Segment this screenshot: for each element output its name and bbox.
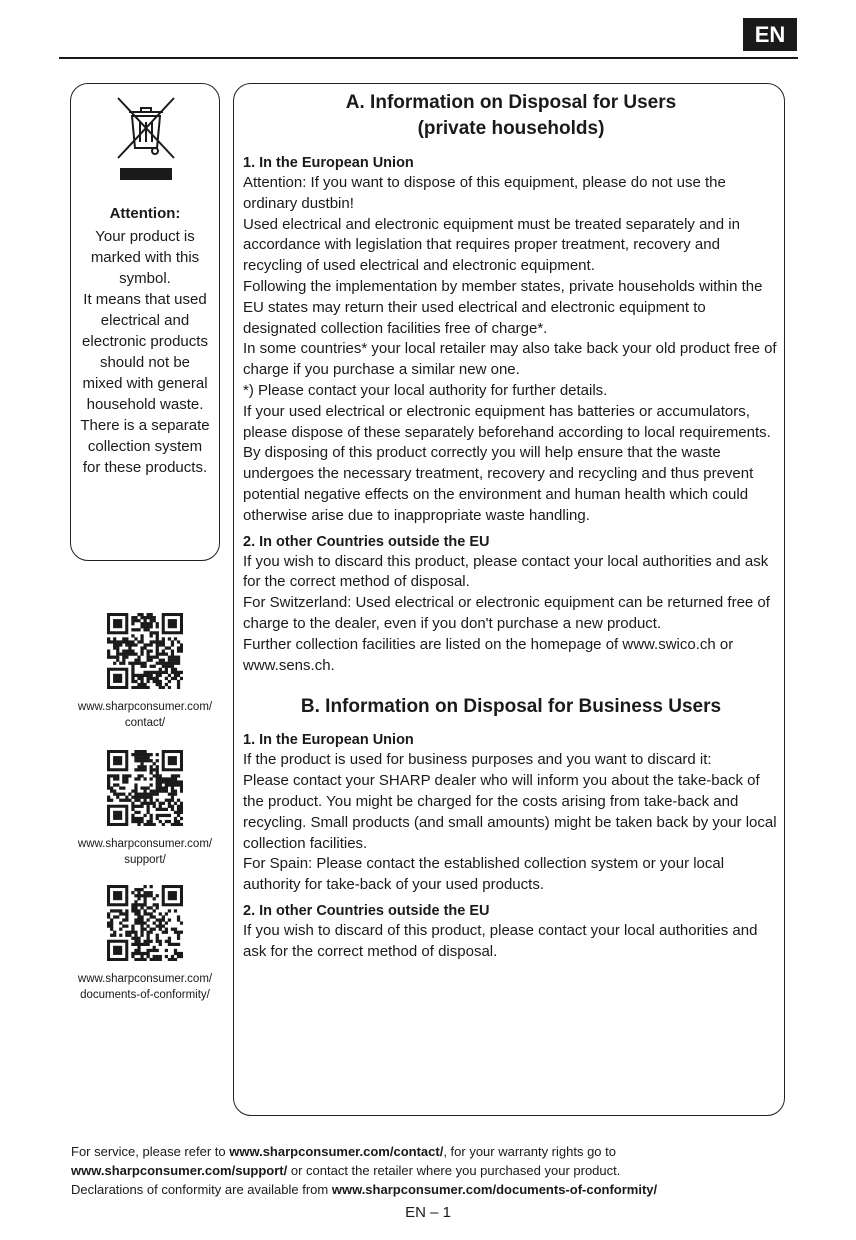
qr-code-icon <box>107 885 183 961</box>
paragraph: If you wish to discard this product, please contact your local authorities and ask for the correct method of disposal. <box>243 552 769 591</box>
weee-attention-box <box>70 83 220 561</box>
section-b-noneu-heading: 2. In other Countries outside the EU <box>243 902 490 919</box>
footer-support-link[interactable]: www.sharpconsumer.com/support/ <box>71 1163 288 1178</box>
qr-support-block <box>70 750 220 868</box>
qr-contact-url-line2[interactable]: contact/ <box>124 717 166 729</box>
section-a-title-line1: A. Information on Disposal for Users <box>345 92 677 113</box>
qr-contact-block <box>70 613 220 731</box>
paragraph: Please contact your SHARP dealer who will inform you about the take-back of the product. You might be charged for the costs arising from take-back and recycling. Small products (and small amounts) might be taken back by your local collection facilities. <box>243 772 777 852</box>
section-a-title-line2: (private households) <box>417 118 605 139</box>
attention-text <box>79 226 211 478</box>
footer-text: or contact the retailer where you purchased your product. <box>287 1163 621 1178</box>
attention-title: Attention: <box>109 205 181 222</box>
paragraph: Used electrical and electronic equipment must be treated separately and in accordance with legislation that requires proper treatment, recovery and recycling of used electrical and electronic equipment. <box>243 215 740 275</box>
qr-conformity-url-line2[interactable]: documents-of-conformity/ <box>80 989 210 1001</box>
crossed-out-bin-icon <box>115 96 177 160</box>
section-b-noneu-text <box>243 921 779 963</box>
footer-text: For service, please refer to <box>71 1144 230 1159</box>
qr-support-url-line1[interactable]: www.sharpconsumer.com/ <box>77 838 213 850</box>
qr-conformity-block <box>70 885 220 1003</box>
paragraph: If your used electrical or electronic equipment has batteries or accumulators, please dispose of these separately beforehand according to local requirements. By disposing of this product correctly you will help ensure that the waste undergoes the necessary treatment, recovery and recycling and thus prevent potential negative effects on the environment and human health which could otherwise arise due to inappropriate waste handling. <box>243 402 771 524</box>
weee-bar-mark <box>120 168 172 180</box>
qr-code-icon <box>107 613 183 689</box>
section-b-title: B. Information on Disposal for Business Users <box>300 696 722 718</box>
section-a-eu-text <box>243 173 779 527</box>
paragraph: Further collection facilities are listed on the homepage of www.swico.ch or www.sens.ch. <box>243 635 734 674</box>
paragraph: For Switzerland: Used electrical or electronic equipment can be returned free of charge to the dealer, even if you don't purchase a new product. <box>243 594 770 632</box>
paragraph: If the product is used for business purposes and you want to discard it: <box>243 751 712 769</box>
section-b-eu-heading: 1. In the European Union <box>243 732 414 749</box>
section-a-eu-heading: 1. In the European Union <box>243 155 414 171</box>
attention-line-1: Your product is marked with this symbol. <box>90 228 200 287</box>
qr-support-url-line2[interactable]: support/ <box>124 854 166 866</box>
footer-line-3 <box>71 1180 791 1199</box>
footer-text: Declarations of conformity are available from <box>71 1182 332 1197</box>
paragraph: If you wish to discard of this product, please contact your local authorities and ask for the correct method of disposal. <box>243 921 758 960</box>
footer-text: , for your warranty rights go to <box>443 1144 616 1159</box>
attention-line-2: It means that used electrical and electronic products should not be mixed with general household waste. There is a separate collection system for these products. <box>80 291 210 476</box>
section-b-eu-text <box>243 750 779 896</box>
footer-line-2 <box>71 1161 791 1180</box>
footer-contact-link[interactable]: www.sharpconsumer.com/contact/ <box>229 1144 444 1159</box>
qr-code-icon <box>107 750 183 826</box>
paragraph: For Spain: Please contact the established collection system or your local authority for take-back of your used products. <box>243 855 725 894</box>
footer-notes <box>71 1142 791 1199</box>
section-a-noneu-text <box>243 552 779 677</box>
footer-line-1 <box>71 1142 791 1161</box>
disposal-info-box <box>233 83 785 1116</box>
footer-conformity-link[interactable]: www.sharpconsumer.com/documents-of-conformity/ <box>331 1182 658 1197</box>
paragraph: Attention: If you want to dispose of this equipment, please do not use the ordinary dustbin! <box>243 174 726 212</box>
section-a-title <box>243 90 779 142</box>
qr-conformity-url-line1[interactable]: www.sharpconsumer.com/ <box>77 973 213 985</box>
section-a-noneu-heading: 2. In other Countries outside the EU <box>243 533 490 550</box>
page-number: EN – 1 <box>405 1204 451 1221</box>
paragraph: In some countries* your local retailer may also take back your old product free of charge if you purchase a similar new one. <box>243 340 777 379</box>
language-badge: EN <box>743 18 797 51</box>
paragraph: Following the implementation by member states, private households within the EU states may return their used electrical and electronic equipment to designated collection facilities free of charge*. <box>243 277 763 337</box>
header-divider <box>59 57 798 59</box>
paragraph: *) Please contact your local authority for further details. <box>243 381 608 399</box>
qr-contact-url-line1[interactable]: www.sharpconsumer.com/ <box>77 701 213 713</box>
